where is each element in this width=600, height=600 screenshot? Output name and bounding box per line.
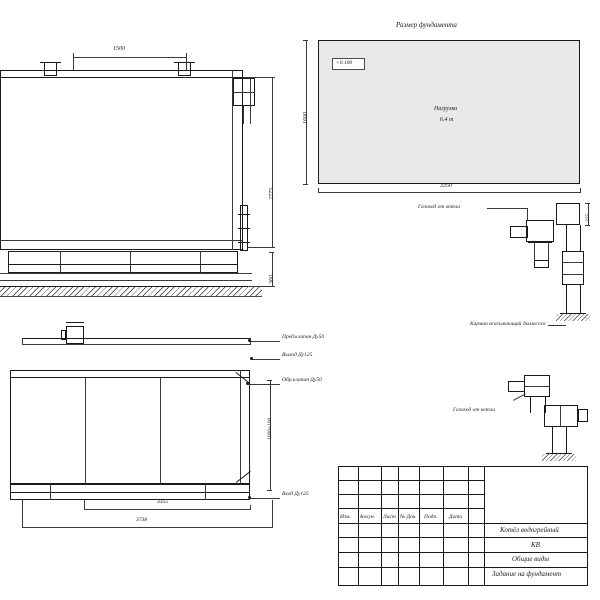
leader-line (527, 208, 528, 220)
plan-motor (66, 326, 84, 344)
lower-support-left (552, 427, 553, 453)
revision-header-1: Колун. (360, 514, 375, 520)
revision-header-0: Изм. (340, 514, 351, 520)
plan-dim1-label: 3355 (157, 499, 168, 505)
titleblock-col (381, 466, 382, 586)
leader-dot (248, 496, 251, 499)
frame-member (200, 251, 201, 273)
dim-tick (318, 188, 319, 193)
dim-tick (303, 184, 308, 185)
fan-motor (578, 409, 588, 422)
flue-lower-nozzle (508, 381, 525, 392)
safety-valve-callout: Пред.клапан Ду50 (282, 334, 325, 340)
support-column-left (566, 285, 567, 313)
leader-line (250, 498, 280, 499)
dim-tick (580, 188, 581, 193)
leader-dot (246, 382, 249, 385)
titleblock-col-main (484, 466, 485, 586)
ext-line (272, 500, 273, 528)
flue-right-dim-label: 225 (585, 213, 591, 222)
lower-support-right (566, 427, 567, 453)
revision-header-5: Дата (449, 514, 463, 520)
rear-duct-split (233, 92, 255, 93)
outlet-callout: Выход Ду125 (282, 352, 313, 358)
leader-line (548, 325, 566, 326)
dim-tick (585, 203, 590, 204)
boiler-bottom-plate (0, 240, 243, 241)
titleblock-col (468, 466, 469, 586)
titleblock-col (358, 466, 359, 586)
ext-line (84, 500, 85, 510)
rear-duct-edge (250, 78, 251, 124)
leader-line (487, 208, 527, 209)
leader-dot (248, 339, 251, 342)
flue-vertical-section (562, 251, 584, 285)
plan-body-top-plate (10, 377, 250, 378)
titleblock-col (419, 466, 420, 586)
plan-body-outline (10, 370, 250, 484)
title-line-1: КВ (531, 541, 540, 549)
title-line-2: Общие виды (512, 555, 550, 563)
plan-motor-top (66, 322, 84, 323)
flue-inlet-nozzle (510, 226, 528, 238)
plan-base-member (50, 484, 51, 500)
boiler-base-frame (8, 251, 238, 273)
support-ground-hatch (556, 314, 590, 321)
titleblock-col (443, 466, 444, 586)
titleblock-row (338, 494, 484, 495)
flue-elbow-top (556, 203, 580, 225)
frame-rail (8, 264, 238, 265)
flue-cone-outlet (534, 260, 549, 268)
foundation-width-label: 3350 (440, 183, 452, 189)
lug-bar-right (174, 62, 195, 63)
leader-line (252, 359, 280, 360)
leader-line (248, 384, 280, 385)
support-column-right (580, 285, 581, 313)
plan-top-rail (22, 338, 250, 339)
sideview-h2-label: 360 (269, 275, 275, 284)
plan-body-divider (85, 377, 86, 484)
ground-hatch (0, 287, 262, 296)
foundation-height-label: 1600 (303, 112, 309, 124)
lug-bar-left (40, 62, 61, 63)
ext-line (248, 247, 275, 248)
plan-base-member (205, 484, 206, 500)
flue-cone-left (534, 242, 535, 260)
flue-riser-right (580, 225, 581, 251)
chimney-pocket-callout: Карман всасывающий дымососа (470, 321, 546, 327)
flue-top-callout: Газоход от котла (418, 204, 460, 210)
titleblock-row (338, 480, 484, 481)
dim-tick (585, 225, 590, 226)
flange-rib (238, 214, 250, 215)
sideview-top-dim-label: 1500 (113, 46, 125, 52)
dim-tick (250, 505, 251, 510)
plan-top-rail-2 (22, 344, 250, 345)
leader-line (513, 393, 526, 400)
foundation-load-label: Нагрузка (434, 106, 458, 112)
boiler-body-outline (0, 70, 243, 250)
flue-lower-joint (524, 386, 550, 387)
plan-motor-shaft (61, 330, 66, 340)
ext-line (243, 77, 275, 78)
boiler-top-plate (0, 77, 243, 78)
title-line-3: Задание на фундамент (492, 570, 562, 578)
plan-dim1-line (84, 509, 250, 510)
dim-tick (269, 252, 274, 253)
foundation-load-value: 6.4 т (440, 117, 454, 123)
ext-line (248, 286, 275, 287)
frame-member (60, 251, 61, 273)
flange-rib (238, 228, 250, 229)
fan-housing-split (560, 405, 561, 427)
flue-joint (562, 262, 584, 263)
sideview-h1-dimline (272, 77, 273, 247)
ext-line (73, 57, 74, 71)
plan-rail-end (22, 338, 23, 345)
plan-body-right-plate (240, 370, 241, 484)
flue-joint (562, 274, 584, 275)
titleblock-row (338, 523, 588, 524)
plan-body-divider (160, 377, 161, 484)
revision-header-4: Подп. (424, 514, 438, 520)
plan-dim2-label: 3738 (136, 517, 147, 523)
plan-vert-dim-label: 1000±100 (267, 417, 273, 440)
lower-support-ground-hatch (542, 454, 576, 461)
titleblock-row (338, 537, 588, 538)
titleblock-row (338, 508, 484, 509)
plinth-top (0, 273, 252, 274)
plan-dim2-line (22, 527, 272, 528)
plan-base-rail (10, 492, 250, 493)
ground-line-lower (0, 296, 262, 297)
leader-dot (250, 357, 253, 360)
frame-member (130, 251, 131, 273)
leader-line (250, 341, 280, 342)
drain-valve-callout: Обр.клапан Ду50 (282, 377, 322, 383)
flue-lower-riser-left (530, 397, 531, 413)
flue-bottom-callout: Газоход от котла (453, 407, 495, 413)
ext-line (22, 500, 23, 528)
revision-header-2: Лист (383, 514, 396, 520)
sideview-h1-label: 2775 (269, 188, 275, 200)
dim-tick (303, 40, 308, 41)
flange-rib (238, 242, 250, 243)
titleblock-row (338, 567, 588, 568)
lifting-lug-left (44, 62, 57, 76)
plinth-bottom (0, 280, 252, 281)
titleblock-col (398, 466, 399, 586)
title-line-0: Котёл водогрейный (500, 526, 559, 534)
revision-header-3: № Док. (400, 514, 417, 520)
flue-lower-fan-housing (544, 405, 578, 427)
elevation-marker-label: +0.100 (336, 60, 353, 66)
flue-riser-left (566, 225, 567, 251)
rear-duct-taper (243, 106, 244, 124)
titleblock-row (338, 552, 588, 553)
foundation-width-dimline (318, 192, 580, 193)
inlet-callout: Вход Ду125 (282, 491, 309, 497)
lifting-lug-right (178, 62, 191, 76)
flue-cone-right (548, 242, 549, 260)
dim-tick (267, 490, 272, 491)
foundation-title: Размер фундамента (396, 21, 457, 29)
flue-transition-box (526, 220, 554, 242)
dim-tick (267, 380, 272, 381)
sideview-top-dimline (73, 57, 186, 58)
